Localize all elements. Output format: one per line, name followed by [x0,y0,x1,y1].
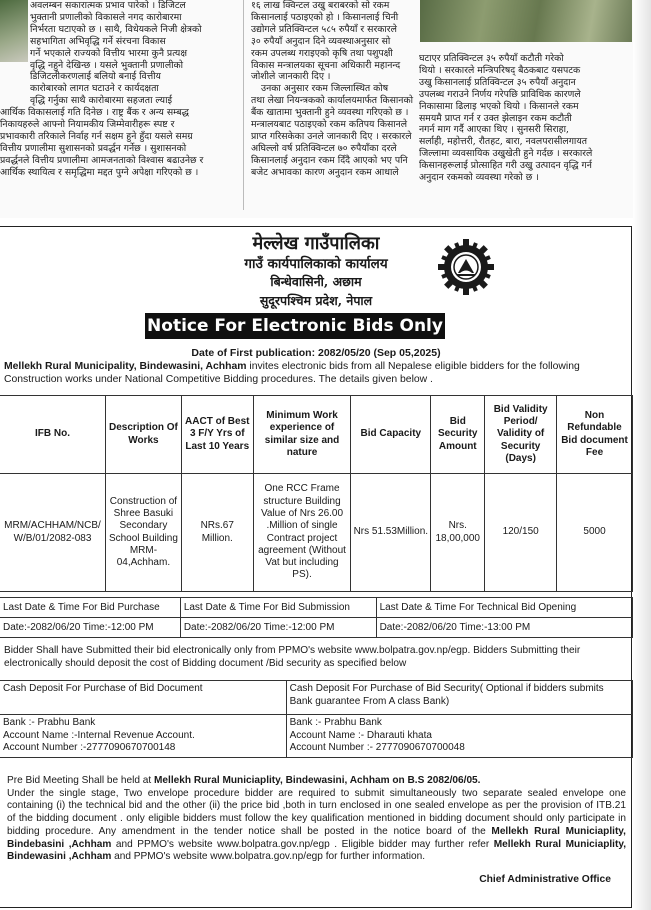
bid-security-cell: Nrs. 18,00,000 [431,474,485,592]
table-row [0,474,633,592]
aact-cell: NRs.67 Million. [181,474,253,592]
bid-validity-cell: 120/150 [485,474,557,592]
column-divider [243,0,244,210]
province-name: सुदूरपश्चिम प्रदेश, नेपाल [259,293,373,308]
electronic-submission-note: Bidder Shall have Submitted their bid electronically only from PPMO's website www.bolpatra.gov.np/egp. Bidders Submitting their electronically should deposit the cost of Bidding document /Bid security as specified below [4,645,581,669]
bid-notice [0,226,632,908]
deadline-table [0,597,633,638]
col-bid-capacity: Bid Capacity [351,396,431,474]
procedure-paragraph: Under the single stage, Two envelope procedure bidder are required to submit simultaneously two separate sealed envelope one containing (i) the technical bid and the other (ii) the price bid ,both in turn enclosed in one sealed envelope as per the provision of ITB.21 of the bidding document . only eligible bidders must follow the key qualification mentioned in bidding document should only participate in bidding procedure. Any amendment in the tender notice shall be posted in the notice board of the Mellekh Rural Municiaplity, Bindebasini ,Achham and PPMO's website www.bolpatra.gov.np/egp . Eligible bidder may further refer Mellekh Rural Municiaplity, Bindewasini ,Achham and PPMO's website www.bolpatra.gov.np/egp for further information. [7,787,626,863]
bid-details-table [0,395,633,592]
table-header-row [0,396,633,474]
office-location: बिन्धेवासिनी, अछाम [270,274,362,289]
col-min-experience: Minimum Work experience of similar size and nature [253,396,351,474]
bid-document-bank-details: Bank :- Prabhu Bank Account Name :-Internal Revenue Account. Account Number :-2777090670700148 [0,715,286,758]
newspaper-section [0,0,651,218]
pre-bid-meeting: Pre Bid Meeting Shall be held at Mellekh Rural Municiaplity, Bindewasini, Achham on B.S 2082/06/05. [7,775,481,786]
deadline-label-row [0,598,633,618]
ifb-no-cell: MRM/ACHHAM/NCB/ W/B/01/2082-083 [0,474,105,592]
notice-header [0,227,632,313]
news-column-3: घटाएर प्रतिक्विन्टल ३५ रुपैयाँ कटौती गरेको थियो । सरकारले मन्त्रिपरिषद् बैठकबाट यसपटक उखु किसानलाई प्रतिक्विन्टल ३५ रुपैयाँ अनुदान उपलब्ध गराउने निर्णय गरेपछि प्राविधिक कारणले निकासामा ढिलाइ भएको थियो । किसानले रकम समयमै प्राप्त गर्न र उक्त झेलाइन रकम कटौती नगर्न माग गर्दै आएका थिए । सुनसरी सिराहा, सर्लाही, महोत्तरी, रौतहट, बारा, नवलपरासीलगायत जिल्लामा व्यवसायिक उखुखेती हुने गर्दछ । सरकारले किसानहरूलाई प्रोत्साहित गरी उखु उत्पादन वृद्धि गर्न अनुदान रकमको व्यवस्था गरेको छ । [419,53,593,184]
notice-terms [4,775,626,864]
col-bid-validity: Bid Validity Period/ Validity of Security (Days) [485,396,557,474]
bank-deposit-table [0,680,633,758]
col-doc-fee: Non Refundable Bid document Fee [557,396,633,474]
page-edge-shadow [633,0,651,910]
purchase-deadline-value: Date:-2082/06/20 Time:-12:00 PM [0,618,180,638]
opening-deadline-value: Date:-2082/06/20 Time:-13:00 PM [376,618,632,638]
submission-deadline-label: Last Date & Time For Bid Submission [180,598,376,618]
municipality-name: मेल्लेख गाउँपालिका [252,233,380,254]
bid-document-deposit-title: Cash Deposit For Purchase of Bid Document [0,681,286,715]
office-name: गाउँ कार्यपालिकाको कार्यालय [244,256,388,272]
news-column-2: १६ लाख क्विन्टल उखु बराबरको सो रकम किसानलाई पठाइएको हो । किसानलाई चिनी उद्योगले प्रतिक्विन्टल ५८५ रुपैयाँ र सरकारले ३० रुपैयाँ अनुदान दिने व्यवस्थाअनुसार सो रकम उपलब्ध गराइएको कृषि तथा पशुपक्षी विकास मन्त्रालयका सूचना अधिकारी महानन्द जोशीले जानकारी दिए । उनका अनुसार रकम जिल्लास्थित कोष तथा लेखा नियन्त्रकको कार्यालयमार्फत किसानको बैंक खातामा भुक्तानी हुने व्यवस्था गरिएको छ । मन्त्रालयबाट पठाइएको रकम कतिपय किसानले प्राप्त गरिसकेका उनले जानकारी दिए । सरकारले अघिल्लो वर्ष प्रतिक्विन्टल ७० रुपैयाँका दरले किसानलाई अनुदान रकम दिँदै आएको भए पनि बजेट अभावका कारण अनुदान रकम आधाले [251,0,414,178]
opening-deadline-label: Last Date & Time For Technical Bid Opening [376,598,632,618]
submission-deadline-value: Date:-2082/06/20 Time:-12:00 PM [180,618,376,638]
bid-capacity-cell: Nrs 51.53Million. [351,474,431,592]
publication-date: Date of First publication: 2082/05/20 (Sep 05,2025) [191,347,441,359]
col-description: Description Of Works [105,396,181,474]
bid-security-deposit-title: Cash Deposit For Purchase of Bid Security( Optional if bidders submits Bank guarantee From A class Bank) [286,681,632,715]
bank-details-row [0,715,633,758]
experience-cell: One RCC Frame structure Building Value of Nrs 26.00 .Million of single Contract project agreement (Without Vat but including PS). [253,474,351,592]
notice-title: Notice For Electronic Bids Only [145,313,445,339]
news-photo-sugarcane [420,0,632,42]
purchase-deadline-label: Last Date & Time For Bid Purchase [0,598,180,618]
bank-title-row [0,681,633,715]
signature-office: Chief Administrative Office [479,874,611,885]
deadline-value-row [0,618,633,638]
col-bid-security: Bid Security Amount [431,396,485,474]
nepal-emblem-icon [436,237,496,297]
description-cell: Construction of Shree Basuki Secondary School Building MRM-04,Achham. [105,474,181,592]
doc-fee-cell: 5000 [557,474,633,592]
col-ifb-no: IFB No. [0,396,105,474]
col-aact: AACT of Best 3 F/Y Yrs of Last 10 Years [181,396,253,474]
bid-security-bank-details: Bank :- Prabhu Bank Account Name :- Dharauti khata Account Number :- 2777090670700048 [286,715,632,758]
notice-intro: Mellekh Rural Municipality, Bindewasini, Achham invites electronic bids from all Nepalese eligible bidders for the following Construction works under National Competitive Bidding procedures. The details given below . [4,361,580,385]
news-column-1: अवलम्बन सकारात्मक प्रभाव पारेको । डिजिटल भुक्तानी प्रणालीको विकासले नगद कारोबारमा निर्भरता घटाएको छ । साथै, विधेयकले निजी क्षेत्रको सहभागिता अभिवृद्धि गर्ने संरचना विकास गर्ने भएकाले राज्यको वित्तीय भारमा कुनै प्रत्यक्ष वृद्धि नहुने देखिन्छ । यसले भुक्तानी प्रणालीको डिजिटलीकरणलाई बलियो बनाई वित्तीय कारोबारको लागत घटाउने र कार्यदक्षता वृद्धि गर्नुका साथै कारोबारमा सहजता ल्याई आर्थिक विकासलाई गति दिनेछ । राष्ट्र बैंक र अन्य सम्बद्ध निकायहरुले आफ्नो नियामकीय जिम्मेवारीहरू स्पष्ट र प्रभावकारी तरिकाले निर्वाह गर्न सक्षम हुने हुँदा यसले समग्र वित्तीय प्रणालीमा सुशासनको प्रवर्द्धन गर्नेछ । सुशासनको प्रवर्द्धनले वित्तीय प्रणालीमा आमजनताको विश्वास बढाउनेछ र आर्थिक स्थायित्व र समृद्धिमा मद्दत पुग्ने अपेक्षा गरिएको छ । [0,0,204,178]
